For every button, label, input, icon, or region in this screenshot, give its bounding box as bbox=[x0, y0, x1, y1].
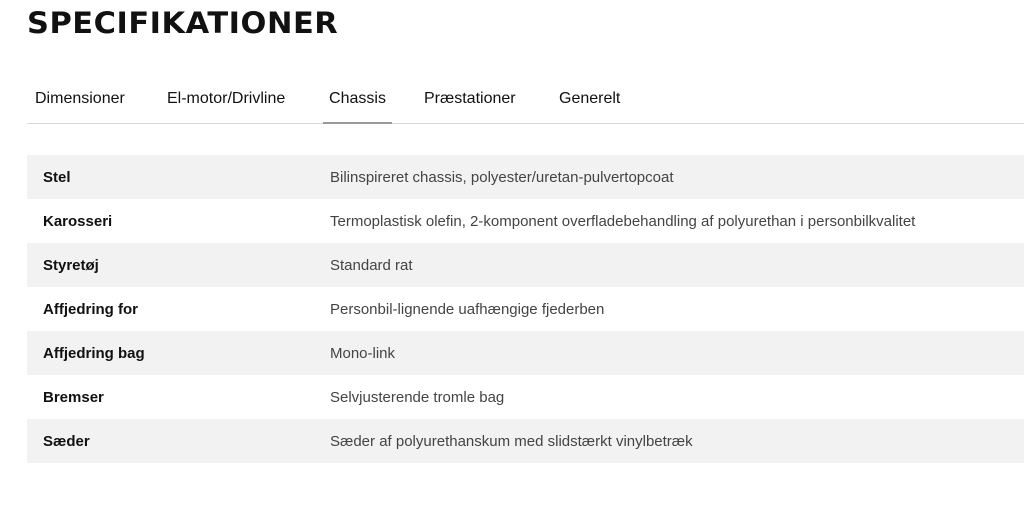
spec-label: Stel bbox=[43, 168, 71, 186]
spec-row-affjedring-bag bbox=[27, 331, 1024, 375]
spec-row-saeder bbox=[27, 419, 1024, 463]
spec-row-styretoej bbox=[27, 243, 1024, 287]
spec-label: Styretøj bbox=[43, 256, 99, 274]
spec-label: Sæder bbox=[43, 432, 90, 450]
spec-value: Selvjusterende tromle bag bbox=[330, 388, 505, 406]
spec-value: Sæder af polyurethanskum med slidstærkt vinylbetræk bbox=[330, 432, 693, 450]
spec-value: Personbil-lignende uafhængige fjederben bbox=[330, 300, 605, 318]
tab-el-motor-drivline[interactable]: El-motor/Drivline bbox=[167, 90, 286, 107]
spec-value: Standard rat bbox=[330, 256, 413, 274]
tab-chassis[interactable]: Chassis bbox=[323, 76, 392, 124]
spec-value: Termoplastisk olefin, 2-komponent overfladebehandling af polyurethan i personbilkvalitet bbox=[330, 212, 916, 230]
spec-label: Karosseri bbox=[43, 212, 113, 230]
tab-dimensioner[interactable]: Dimensioner bbox=[35, 90, 125, 107]
spec-value: Bilinspireret chassis, polyester/uretan-pulvertopcoat bbox=[330, 168, 674, 186]
tab-praestationer[interactable]: Præstationer bbox=[424, 90, 516, 107]
spec-row-karosseri bbox=[27, 199, 1024, 243]
spec-label: Affjedring for bbox=[43, 300, 138, 318]
spec-tabs bbox=[27, 76, 1024, 124]
spec-value: Mono-link bbox=[330, 344, 396, 362]
spec-label: Affjedring bag bbox=[43, 344, 145, 362]
spec-label: Bremser bbox=[43, 388, 104, 406]
spec-table bbox=[27, 155, 1024, 463]
spec-row-stel bbox=[27, 155, 1024, 199]
spec-row-affjedring-for bbox=[27, 287, 1024, 331]
page-title: SPECIFIKATIONER bbox=[27, 6, 339, 40]
spec-row-bremser bbox=[27, 375, 1024, 419]
tab-generelt[interactable]: Generelt bbox=[559, 90, 621, 107]
